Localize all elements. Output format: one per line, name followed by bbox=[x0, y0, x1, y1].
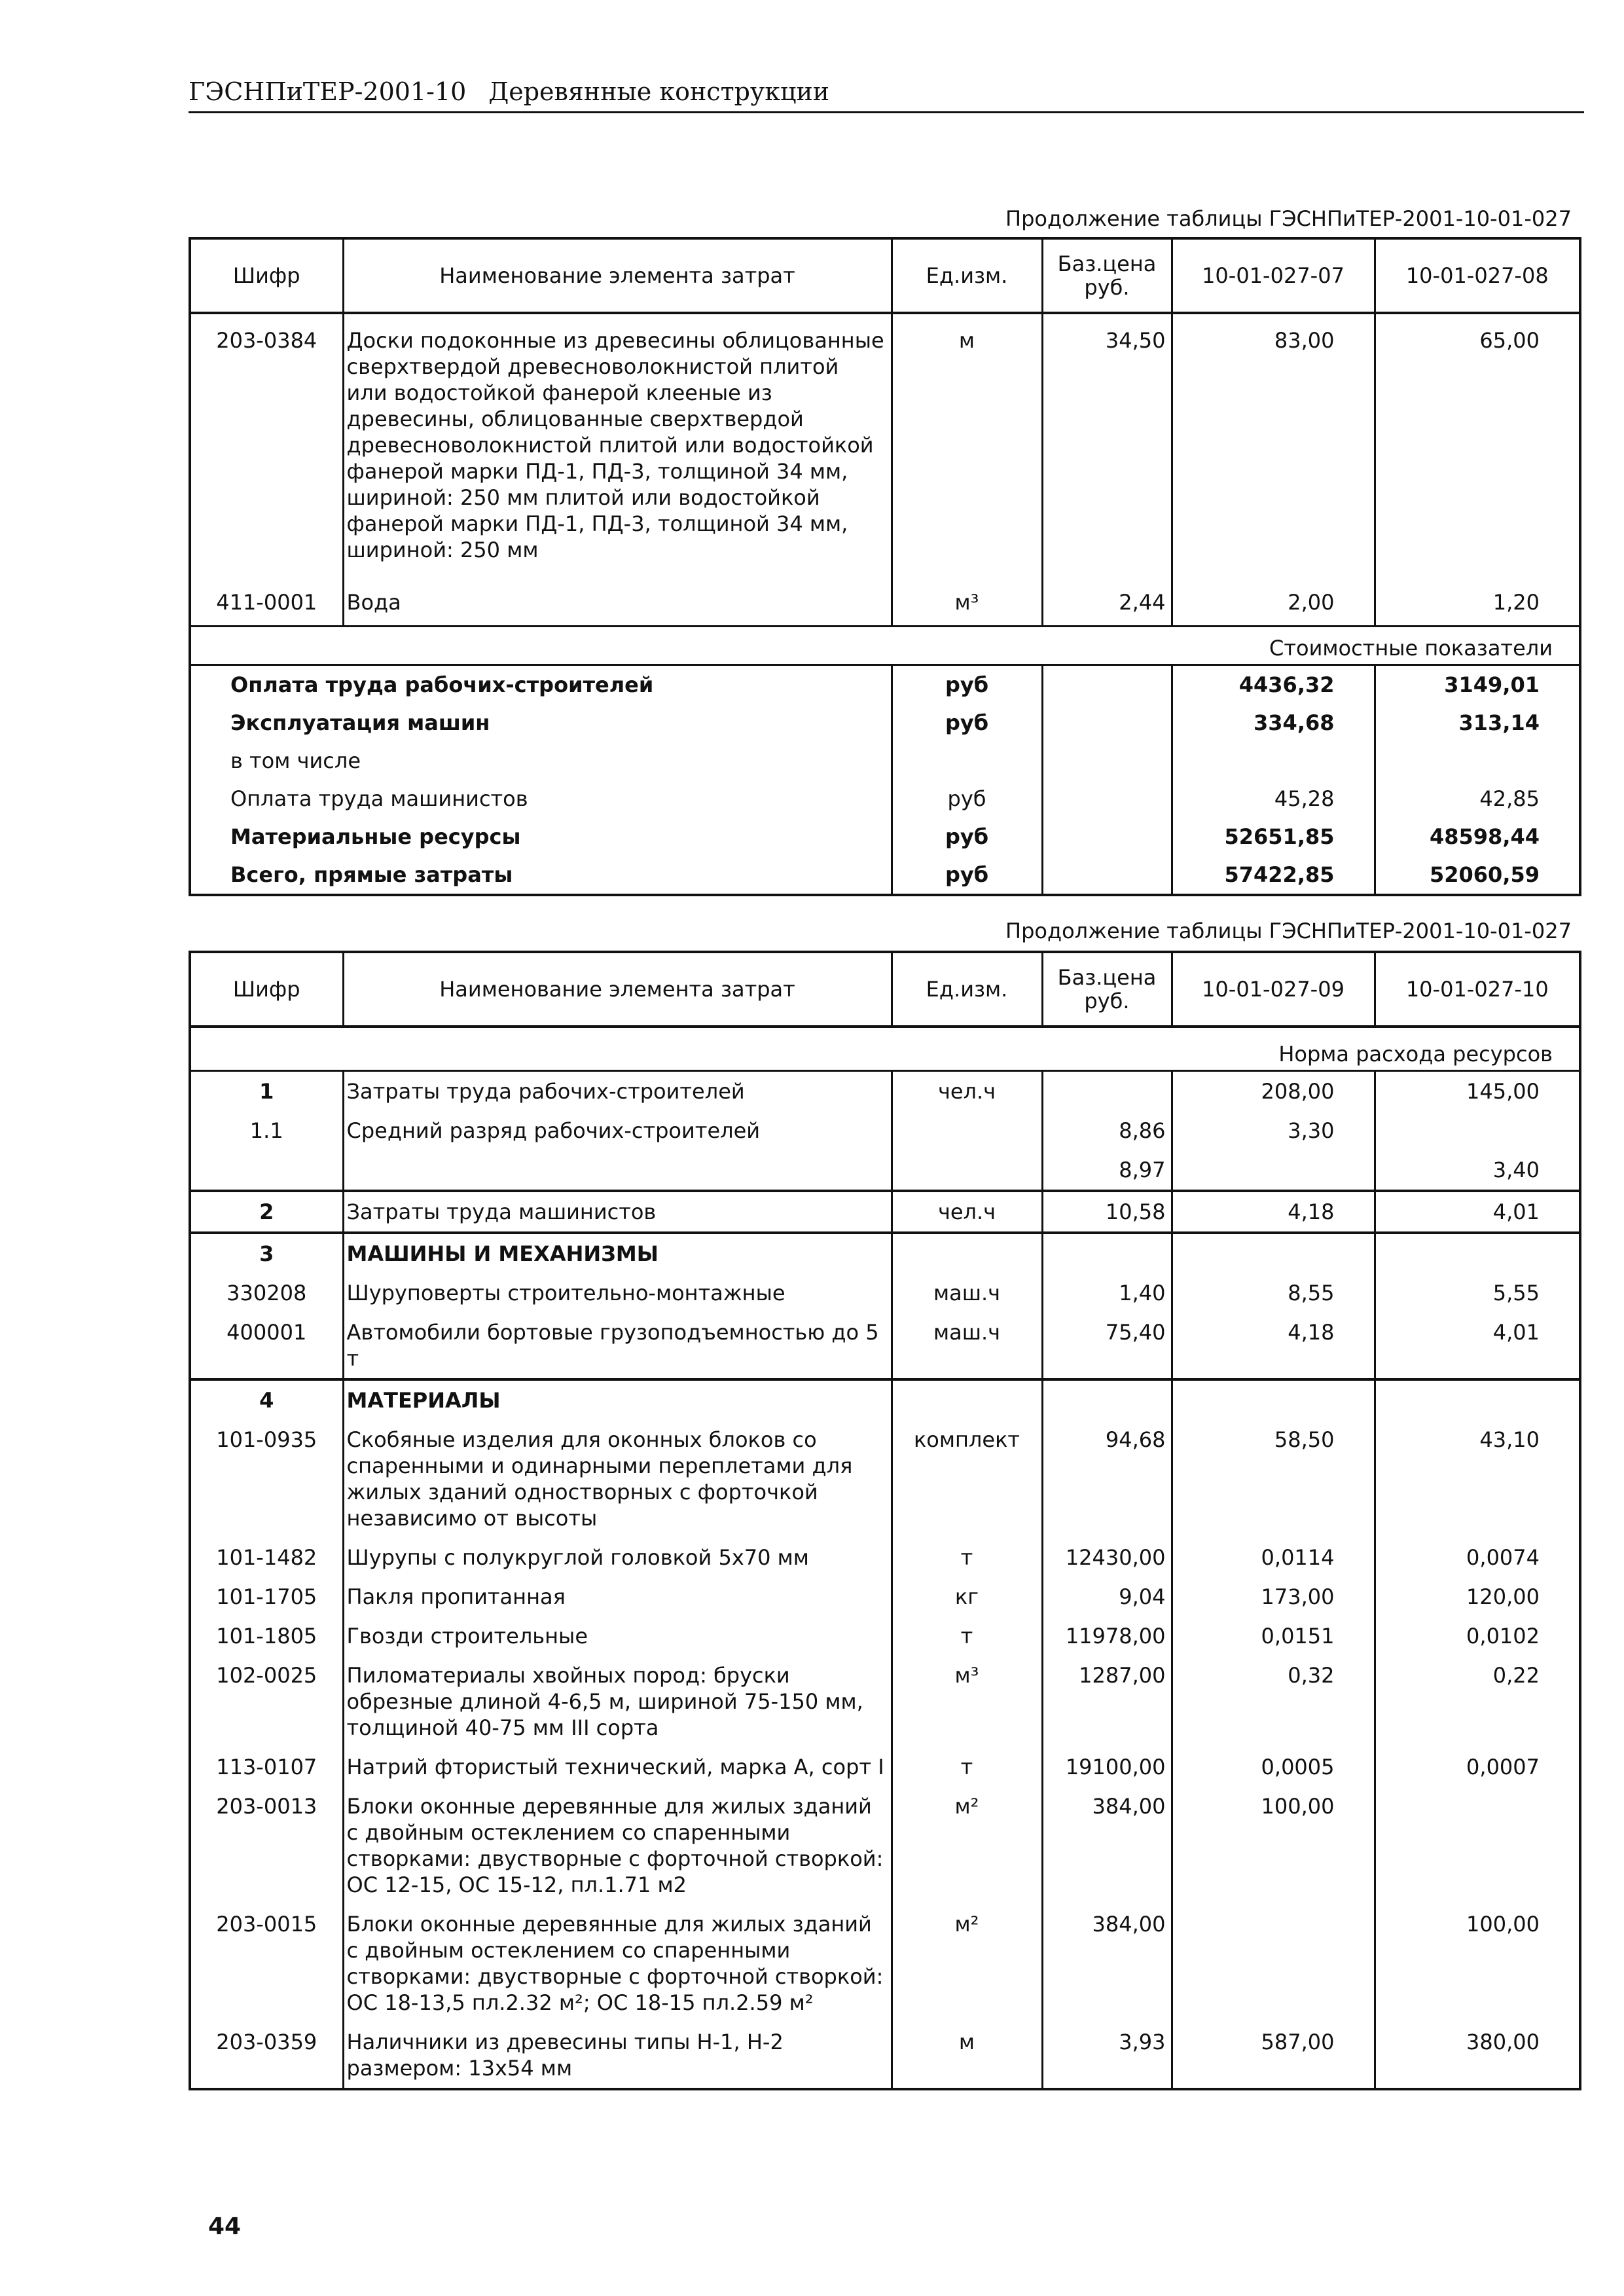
summary-unit: руб bbox=[892, 665, 1042, 704]
cell-v2: 100,00 bbox=[1375, 1904, 1580, 2022]
cell-v2: 380,00 bbox=[1375, 2022, 1580, 2089]
cell-v1: 3,30 bbox=[1172, 1111, 1375, 1150]
cell-price: 9,04 bbox=[1042, 1577, 1172, 1616]
section-label-row bbox=[190, 1027, 1580, 1071]
col-code-header: Шифр bbox=[190, 952, 343, 1027]
cell-name: Вода bbox=[343, 587, 892, 626]
summary-unit bbox=[892, 742, 1042, 780]
cell-code: 411-0001 bbox=[216, 590, 317, 615]
summary-unit: руб bbox=[892, 818, 1042, 856]
cell-code: 102-0025 bbox=[216, 1663, 317, 1688]
cell-v2: 3,40 bbox=[1375, 1150, 1580, 1191]
cell-v2: 4,01 bbox=[1375, 1313, 1580, 1379]
summary-label: Оплата труда машинистов bbox=[230, 786, 528, 811]
table-row bbox=[190, 1233, 1580, 1273]
cell-price: 1287,00 bbox=[1042, 1656, 1172, 1747]
cell-unit: м² bbox=[892, 1787, 1042, 1904]
summary-row bbox=[190, 856, 1580, 895]
col-price-header: Баз.цена руб. bbox=[1042, 952, 1172, 1027]
cell-name: Наличники из древесины типы Н-1, Н-2 размером: 13х54 мм bbox=[343, 2022, 892, 2089]
cell-unit bbox=[892, 1111, 1042, 1150]
summary-price bbox=[1042, 704, 1172, 742]
table-row bbox=[190, 1273, 1580, 1313]
table-row bbox=[190, 1616, 1580, 1656]
col-v2-header: 10-01-027-10 bbox=[1375, 952, 1580, 1027]
table1-header-row bbox=[190, 238, 1580, 313]
section-label: Стоимостные показатели bbox=[190, 626, 1580, 665]
table1-caption: Продолжение таблицы ГЭСНПиТЕР-2001-10-01-027 bbox=[1005, 206, 1572, 231]
cell-v2 bbox=[1375, 1111, 1580, 1150]
summary-price bbox=[1042, 856, 1172, 895]
cell-code: 101-0935 bbox=[216, 1427, 317, 1452]
summary-label: Материальные ресурсы bbox=[230, 824, 521, 849]
summary-row bbox=[190, 704, 1580, 742]
cell-unit: м³ bbox=[892, 587, 1042, 626]
cell-price: 3,93 bbox=[1042, 2022, 1172, 2089]
summary-v2: 48598,44 bbox=[1375, 818, 1580, 856]
table-row bbox=[190, 1150, 1580, 1191]
cell-name: МАТЕРИАЛЫ bbox=[343, 1379, 892, 1420]
summary-v2 bbox=[1375, 742, 1580, 780]
summary-v2: 42,85 bbox=[1375, 780, 1580, 818]
cell-code: 101-1805 bbox=[216, 1624, 317, 1649]
cell-unit: м bbox=[892, 313, 1042, 587]
summary-price bbox=[1042, 780, 1172, 818]
summary-label: Всего, прямые затраты bbox=[230, 862, 513, 887]
cell-unit bbox=[892, 1150, 1042, 1191]
cell-v2: 5,55 bbox=[1375, 1273, 1580, 1313]
summary-label: в том числе bbox=[230, 748, 361, 773]
cell-unit: т bbox=[892, 1747, 1042, 1787]
header-code: ГЭСНПиТЕР-2001-10 bbox=[189, 77, 467, 106]
summary-row bbox=[190, 665, 1580, 704]
cell-price bbox=[1042, 1233, 1172, 1273]
summary-v1: 57422,85 bbox=[1172, 856, 1375, 895]
summary-v1: 4436,32 bbox=[1172, 665, 1375, 704]
cell-price: 384,00 bbox=[1042, 1904, 1172, 2022]
section-label-row bbox=[190, 626, 1580, 665]
table2 bbox=[189, 951, 1581, 2090]
cell-unit: кг bbox=[892, 1577, 1042, 1616]
cell-unit: маш.ч bbox=[892, 1273, 1042, 1313]
cell-v2: 0,0074 bbox=[1375, 1538, 1580, 1577]
col-price-header: Баз.цена руб. bbox=[1042, 238, 1172, 313]
cell-v2 bbox=[1375, 1379, 1580, 1420]
table-row bbox=[190, 1191, 1580, 1233]
cell-code: 203-0359 bbox=[216, 2030, 317, 2054]
cell-name: Гвозди строительные bbox=[343, 1616, 892, 1656]
cell-unit: м bbox=[892, 2022, 1042, 2089]
cell-code: 400001 bbox=[226, 1320, 307, 1345]
cell-price: 8,86 bbox=[1042, 1111, 1172, 1150]
col-name-header: Наименование элемента затрат bbox=[343, 952, 892, 1027]
cell-unit: чел.ч bbox=[892, 1191, 1042, 1233]
summary-v1 bbox=[1172, 742, 1375, 780]
cell-v1: 208,00 bbox=[1172, 1071, 1375, 1112]
cell-unit: чел.ч bbox=[892, 1071, 1042, 1112]
cell-unit: м³ bbox=[892, 1656, 1042, 1747]
cell-name: Шурупы с полукруглой головкой 5х70 мм bbox=[343, 1538, 892, 1577]
cell-v1 bbox=[1172, 1150, 1375, 1191]
cell-price: 94,68 bbox=[1042, 1420, 1172, 1538]
col-name-header: Наименование элемента затрат bbox=[343, 238, 892, 313]
cell-v2: 120,00 bbox=[1375, 1577, 1580, 1616]
cell-name: Доски подоконные из древесины облицованные сверхтвердой древесноволокнистой плитой или водостойкой фанерой клееные из древесины, облицованные сверхтвердой древесноволокнистой плитой или водостойкой фанерой марки ПД-1, ПД-3, толщиной 34 мм, шириной: 250 мм плитой или водостойкой фанерой марки ПД-1, ПД-3, толщиной 34 мм, шириной: 250 мм bbox=[343, 313, 892, 587]
page-number: 44 bbox=[208, 2213, 242, 2240]
page-header bbox=[189, 77, 1576, 106]
cell-v2 bbox=[1375, 1233, 1580, 1273]
cell-v2: 0,0102 bbox=[1375, 1616, 1580, 1656]
summary-label: Эксплуатация машин bbox=[230, 710, 490, 735]
header-title: Деревянные конструкции bbox=[488, 77, 830, 106]
cell-name: Автомобили бортовые грузоподъемностью до 5 т bbox=[343, 1313, 892, 1379]
cell-v2 bbox=[1375, 1787, 1580, 1904]
cell-v1: 83,00 bbox=[1172, 313, 1375, 587]
table-row bbox=[190, 1747, 1580, 1787]
cell-v1: 4,18 bbox=[1172, 1313, 1375, 1379]
cell-v2: 0,0007 bbox=[1375, 1747, 1580, 1787]
cell-name: Средний разряд рабочих-строителей bbox=[343, 1111, 892, 1150]
cell-v2: 4,01 bbox=[1375, 1191, 1580, 1233]
cell-unit: комплект bbox=[892, 1420, 1042, 1538]
table-row bbox=[190, 1577, 1580, 1616]
cell-v1: 587,00 bbox=[1172, 2022, 1375, 2089]
cell-unit bbox=[892, 1233, 1042, 1273]
summary-label: Оплата труда рабочих-строителей bbox=[230, 672, 654, 697]
cell-v1: 0,0151 bbox=[1172, 1616, 1375, 1656]
col-v1-header: 10-01-027-09 bbox=[1172, 952, 1375, 1027]
cell-name: Блоки оконные деревянные для жилых зданий с двойным остеклением со спаренными створками: двустворные с форточной створкой: ОС 18-13,5 пл.2.32 м²; ОС 18-15 пл.2.59 м² bbox=[343, 1904, 892, 2022]
cell-price: 75,40 bbox=[1042, 1313, 1172, 1379]
cell-v1 bbox=[1172, 1233, 1375, 1273]
cell-code: 1 bbox=[259, 1079, 274, 1104]
table-row bbox=[190, 1313, 1580, 1379]
cell-unit: т bbox=[892, 1616, 1042, 1656]
table2-caption: Продолжение таблицы ГЭСНПиТЕР-2001-10-01-027 bbox=[1005, 919, 1572, 943]
cell-code: 3 bbox=[190, 1233, 343, 1273]
table-row bbox=[190, 313, 1580, 587]
cell-name: Пакля пропитанная bbox=[343, 1577, 892, 1616]
col-unit-header: Ед.изм. bbox=[892, 238, 1042, 313]
cell-code: 101-1705 bbox=[216, 1584, 317, 1609]
cell-v2: 1,20 bbox=[1375, 587, 1580, 626]
table-row bbox=[190, 1787, 1580, 1904]
cell-name: Затраты труда машинистов bbox=[343, 1191, 892, 1233]
cell-price: 1,40 bbox=[1042, 1273, 1172, 1313]
summary-unit: руб bbox=[892, 704, 1042, 742]
cell-v1 bbox=[1172, 1904, 1375, 2022]
table-row bbox=[190, 1111, 1580, 1150]
cell-v2: 0,22 bbox=[1375, 1656, 1580, 1747]
cell-price bbox=[1042, 1379, 1172, 1420]
summary-v1: 334,68 bbox=[1172, 704, 1375, 742]
summary-row bbox=[190, 780, 1580, 818]
cell-v1: 58,50 bbox=[1172, 1420, 1375, 1538]
cell-v1: 100,00 bbox=[1172, 1787, 1375, 1904]
col-v1-header: 10-01-027-07 bbox=[1172, 238, 1375, 313]
summary-v2: 313,14 bbox=[1375, 704, 1580, 742]
summary-unit: руб bbox=[892, 780, 1042, 818]
cell-code: 113-0107 bbox=[216, 1755, 317, 1779]
cell-name: Блоки оконные деревянные для жилых зданий с двойным остеклением со спаренными створками: двустворные с форточной створкой: ОС 12-15, ОС 15-12, пл.1.71 м2 bbox=[343, 1787, 892, 1904]
cell-code: 203-0015 bbox=[216, 1912, 317, 1937]
cell-code: 330208 bbox=[226, 1281, 307, 1305]
cell-code: 203-0013 bbox=[216, 1794, 317, 1819]
cell-v1: 0,0005 bbox=[1172, 1747, 1375, 1787]
cell-price: 19100,00 bbox=[1042, 1747, 1172, 1787]
summary-row bbox=[190, 742, 1580, 780]
cell-unit bbox=[892, 1379, 1042, 1420]
table-row bbox=[190, 1904, 1580, 2022]
cell-unit: т bbox=[892, 1538, 1042, 1577]
summary-v1: 45,28 bbox=[1172, 780, 1375, 818]
summary-v1: 52651,85 bbox=[1172, 818, 1375, 856]
table1 bbox=[189, 237, 1581, 896]
summary-price bbox=[1042, 742, 1172, 780]
section-label: Норма расхода ресурсов bbox=[190, 1027, 1580, 1071]
col-v2-header: 10-01-027-08 bbox=[1375, 238, 1580, 313]
cell-code: 4 bbox=[190, 1379, 343, 1420]
cell-price: 34,50 bbox=[1042, 313, 1172, 587]
cell-name: МАШИНЫ И МЕХАНИЗМЫ bbox=[343, 1233, 892, 1273]
cell-price: 11978,00 bbox=[1042, 1616, 1172, 1656]
table-row bbox=[190, 1071, 1580, 1112]
col-code-header: Шифр bbox=[190, 238, 343, 313]
cell-name bbox=[343, 1150, 892, 1191]
col-unit-header: Ед.изм. bbox=[892, 952, 1042, 1027]
header-rule bbox=[189, 111, 1584, 113]
table2-header-row bbox=[190, 952, 1580, 1027]
cell-price: 12430,00 bbox=[1042, 1538, 1172, 1577]
cell-code: 1.1 bbox=[249, 1118, 283, 1143]
table-row bbox=[190, 1420, 1580, 1538]
cell-price: 10,58 bbox=[1042, 1191, 1172, 1233]
cell-name: Затраты труда рабочих-строителей bbox=[343, 1071, 892, 1112]
summary-v2: 3149,01 bbox=[1375, 665, 1580, 704]
cell-v1: 8,55 bbox=[1172, 1273, 1375, 1313]
cell-name: Пиломатериалы хвойных пород: бруски обрезные длиной 4-6,5 м, шириной 75-150 мм, толщиной 40-75 мм III сорта bbox=[343, 1656, 892, 1747]
cell-code bbox=[190, 1150, 343, 1191]
summary-row bbox=[190, 818, 1580, 856]
table-row bbox=[190, 2022, 1580, 2089]
summary-price bbox=[1042, 665, 1172, 704]
cell-v1: 4,18 bbox=[1172, 1191, 1375, 1233]
summary-price bbox=[1042, 818, 1172, 856]
table-row bbox=[190, 1656, 1580, 1747]
summary-unit: руб bbox=[892, 856, 1042, 895]
cell-code: 2 bbox=[190, 1191, 343, 1233]
cell-v1 bbox=[1172, 1379, 1375, 1420]
cell-unit: маш.ч bbox=[892, 1313, 1042, 1379]
cell-code: 203-0384 bbox=[216, 328, 317, 353]
cell-v1: 0,0114 bbox=[1172, 1538, 1375, 1577]
cell-unit: м² bbox=[892, 1904, 1042, 2022]
cell-name: Шуруповерты строительно-монтажные bbox=[343, 1273, 892, 1313]
cell-price: 384,00 bbox=[1042, 1787, 1172, 1904]
table-row bbox=[190, 1538, 1580, 1577]
cell-v2: 43,10 bbox=[1375, 1420, 1580, 1538]
cell-price: 2,44 bbox=[1042, 587, 1172, 626]
cell-v2: 145,00 bbox=[1375, 1071, 1580, 1112]
cell-name: Скобяные изделия для оконных блоков со спаренными и одинарными переплетами для жилых зданий одностворных с форточкой независимо от высоты bbox=[343, 1420, 892, 1538]
cell-price bbox=[1042, 1071, 1172, 1112]
summary-v2: 52060,59 bbox=[1375, 856, 1580, 895]
cell-name: Натрий фтористый технический, марка А, сорт I bbox=[343, 1747, 892, 1787]
cell-v1: 0,32 bbox=[1172, 1656, 1375, 1747]
cell-code: 101-1482 bbox=[216, 1545, 317, 1570]
cell-v2: 65,00 bbox=[1375, 313, 1580, 587]
table-row bbox=[190, 587, 1580, 626]
table-row bbox=[190, 1379, 1580, 1420]
cell-v1: 173,00 bbox=[1172, 1577, 1375, 1616]
cell-v1: 2,00 bbox=[1172, 587, 1375, 626]
cell-price: 8,97 bbox=[1042, 1150, 1172, 1191]
